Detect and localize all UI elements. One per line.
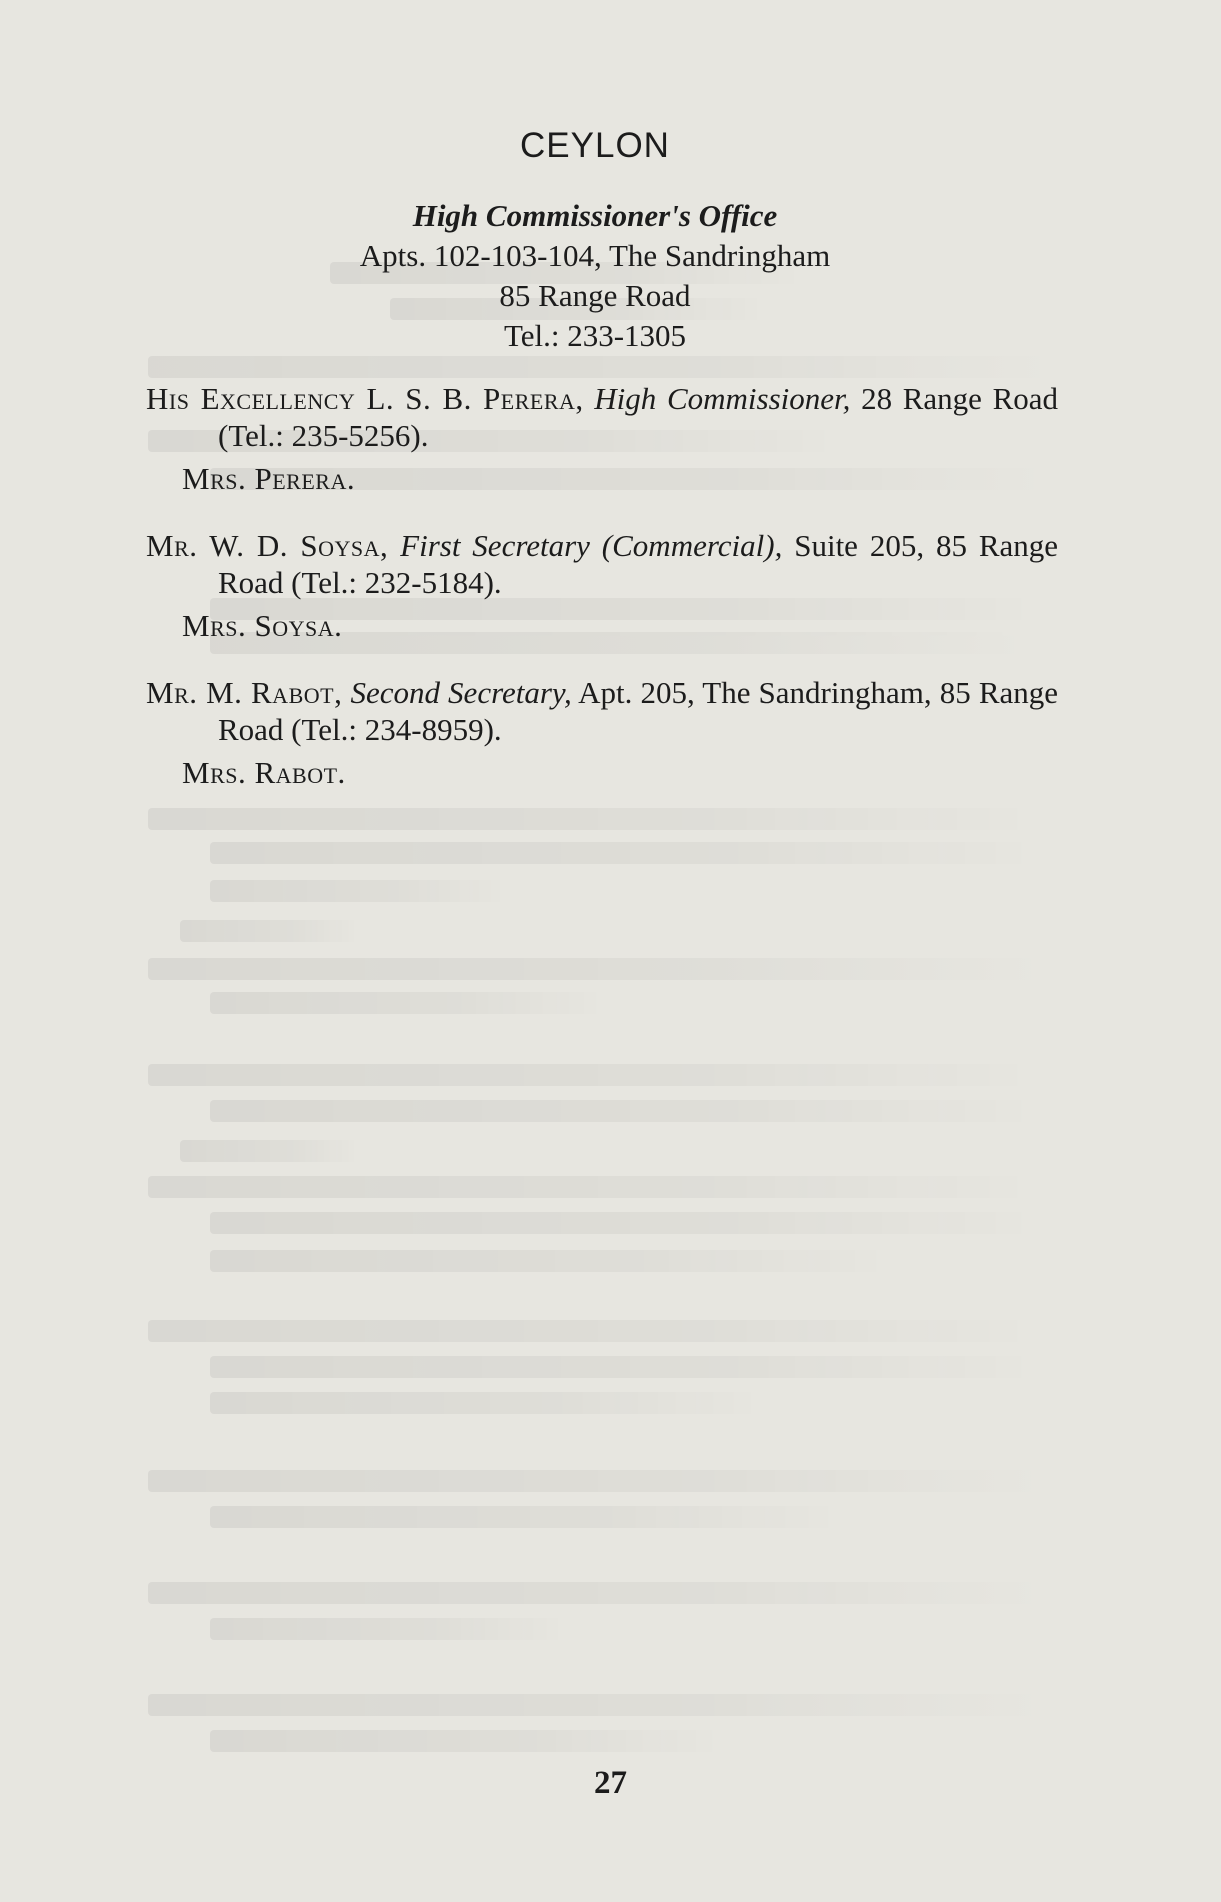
spouse-name: Mrs. Soysa. — [182, 608, 343, 643]
staff-role: First Secretary (Commercial), — [400, 528, 783, 563]
staff-name: Mr. W. D. Soysa, — [146, 528, 389, 563]
office-address-line2: 85 Range Road — [499, 278, 691, 313]
staff-role: Second Secretary, — [350, 675, 572, 710]
entry-text — [146, 380, 1058, 454]
staff-details: Apt. 205, The Sandringham, 85 Range Road (Tel.: 234-8959). — [218, 675, 1059, 747]
staff-details: 28 Range Road (Tel.: 235-5256). — [218, 381, 1059, 453]
spouse-name: Mrs. Rabot. — [182, 755, 346, 790]
staff-name: Mr. M. Rabot, — [146, 675, 343, 710]
entry-text — [146, 674, 1058, 748]
office-telephone: Tel.: 233-1305 — [503, 318, 687, 353]
staff-entry — [146, 380, 1058, 497]
staff-entry — [146, 527, 1058, 644]
office-info — [0, 196, 1190, 356]
staff-name: His Excellency L. S. B. Perera, — [146, 381, 584, 416]
office-title: High Commissioner's Office — [412, 198, 778, 233]
spouse-name: Mrs. Perera. — [182, 461, 356, 496]
staff-list — [146, 380, 1058, 821]
staff-details: Suite 205, 85 Range Road (Tel.: 232-5184). — [218, 528, 1059, 600]
country-heading: CEYLON — [520, 126, 670, 165]
office-address-line1: Apts. 102-103-104, The Sandringham — [359, 238, 831, 273]
page-number: 27 — [594, 1765, 627, 1801]
staff-entry — [146, 674, 1058, 791]
entry-text — [146, 527, 1058, 601]
staff-role: High Commissioner, — [594, 381, 851, 416]
